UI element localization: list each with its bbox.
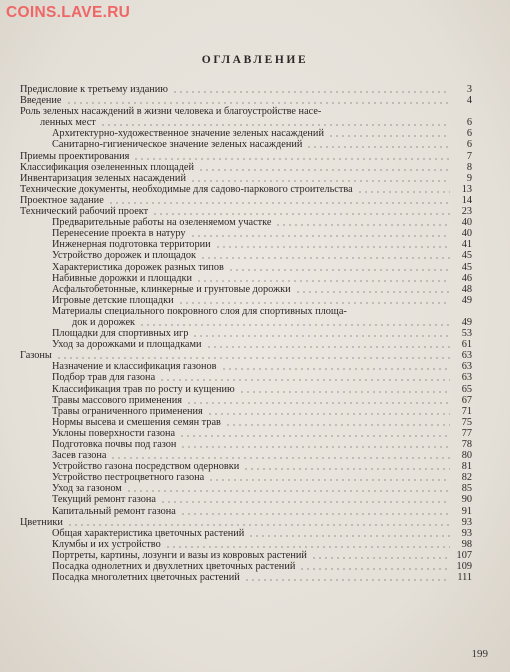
toc-entry-page: 67 bbox=[461, 394, 472, 406]
dot-leader bbox=[244, 579, 450, 581]
toc-entry-page: 45 bbox=[461, 261, 472, 273]
toc-entry-title: Набивные дорожки и площадки bbox=[52, 272, 192, 284]
toc-entry bbox=[20, 128, 472, 139]
toc-entry-title: ленных мест bbox=[40, 117, 96, 129]
toc-entry-title: Нормы высева и смешения семян трав bbox=[52, 416, 221, 428]
toc-entry-title: Газоны bbox=[20, 350, 52, 362]
toc-entry-title: Уход за дорожками и площадками bbox=[52, 339, 202, 351]
toc-entry-page: 45 bbox=[461, 250, 472, 262]
toc-entry-title: Капитальный ремонт газона bbox=[52, 505, 176, 517]
dot-leader bbox=[180, 513, 450, 515]
toc-entry-page: 9 bbox=[466, 172, 472, 184]
toc-entry-page: 6 bbox=[466, 117, 472, 129]
toc-entry bbox=[20, 361, 472, 372]
toc-entry bbox=[20, 239, 472, 250]
toc-entry bbox=[20, 539, 472, 550]
dot-leader bbox=[311, 557, 450, 559]
toc-entry bbox=[20, 384, 472, 395]
toc-entry-page: 48 bbox=[461, 283, 472, 295]
toc-entry-title: Посадка многолетних цветочных растений bbox=[52, 572, 240, 584]
toc-entry-title: док и дорожек bbox=[72, 316, 136, 328]
toc-entry-page: 93 bbox=[461, 516, 472, 528]
toc-entry-title: Роль зеленых насаждений в жизни человека и благоустройстве насе- bbox=[20, 106, 322, 118]
toc-entry bbox=[20, 506, 472, 517]
toc-entry-title: Клумбы и их устройство bbox=[52, 538, 161, 550]
toc-entry bbox=[20, 206, 472, 217]
dot-leader bbox=[180, 446, 450, 448]
toc-entry-title: Травы ограниченного применения bbox=[52, 405, 203, 417]
toc-entry-page: 85 bbox=[461, 483, 472, 495]
toc-entry-page: 46 bbox=[461, 272, 472, 284]
toc-entry-page: 93 bbox=[461, 527, 472, 539]
dot-leader bbox=[225, 424, 450, 426]
toc-entry bbox=[20, 550, 472, 561]
dot-leader bbox=[248, 535, 450, 537]
toc-entry-title: Санитарно-гигиеническое значение зеленых насаждений bbox=[52, 139, 303, 151]
dot-leader bbox=[178, 302, 450, 304]
toc-entry bbox=[20, 306, 472, 317]
toc-entry-title: Инженерная подготовка территории bbox=[52, 239, 211, 251]
toc-entry-page: 80 bbox=[461, 450, 472, 462]
toc-entry bbox=[20, 284, 472, 295]
toc-entry-page: 111 bbox=[457, 572, 472, 584]
toc-entry bbox=[20, 95, 472, 106]
dot-leader bbox=[186, 402, 450, 404]
dot-leader bbox=[160, 501, 450, 503]
watermark: COINS.LAVE.RU bbox=[6, 4, 131, 21]
toc-entry-title: Архитектурно-художественное значение зеленых насаждений bbox=[52, 128, 324, 140]
toc-entry-title: Классификация трав по росту и кущению bbox=[52, 383, 235, 395]
dot-leader bbox=[200, 257, 450, 259]
toc-entry bbox=[20, 84, 472, 95]
toc-entry-page: 82 bbox=[461, 472, 472, 484]
toc-entry-page: 4 bbox=[466, 95, 472, 107]
toc-entry-page: 23 bbox=[461, 206, 472, 218]
toc-entry bbox=[20, 228, 472, 239]
dot-leader bbox=[221, 368, 450, 370]
dot-leader bbox=[179, 435, 450, 437]
toc-entry bbox=[20, 106, 472, 117]
toc-entry-page: 49 bbox=[461, 316, 472, 328]
toc-entry bbox=[20, 184, 472, 195]
toc-entry-page: 91 bbox=[461, 505, 472, 517]
toc-entry bbox=[20, 162, 472, 173]
dot-leader bbox=[207, 413, 450, 415]
toc-entry-title: Классификация озелененных площадей bbox=[20, 161, 195, 173]
toc-entry bbox=[20, 250, 472, 261]
toc-entry bbox=[20, 372, 472, 383]
toc-entry-page: 7 bbox=[466, 150, 472, 162]
toc-entry-page: 107 bbox=[456, 549, 472, 561]
toc-entry-page: 65 bbox=[461, 383, 472, 395]
toc-entry-title: Засев газона bbox=[52, 450, 107, 462]
dot-leader bbox=[67, 524, 450, 526]
toc-entry-title: Уход за газоном bbox=[52, 483, 122, 495]
toc-entry-title: Устройство пестроцветного газона bbox=[52, 472, 205, 484]
toc-entry-page: 40 bbox=[461, 228, 472, 240]
toc-entry-page: 109 bbox=[456, 561, 472, 573]
dot-leader bbox=[357, 191, 450, 193]
dot-leader bbox=[133, 158, 450, 160]
toc-entry-page: 40 bbox=[461, 217, 472, 229]
toc-entry-page: 61 bbox=[461, 339, 472, 351]
dot-leader bbox=[152, 213, 450, 215]
toc-entry-page: 8 bbox=[466, 161, 472, 173]
toc-entry-page: 41 bbox=[461, 239, 472, 251]
dot-leader bbox=[299, 568, 450, 570]
toc-entry bbox=[20, 517, 472, 528]
dot-leader bbox=[139, 324, 450, 326]
toc-entry-title: Технические документы, необходимые для садово-паркового строительства bbox=[20, 183, 353, 195]
toc-entry-title: Материалы специального покровного слоя для спортивных площа- bbox=[52, 305, 347, 317]
dot-leader bbox=[126, 490, 450, 492]
toc-entry bbox=[20, 350, 472, 361]
toc-entry-page: 3 bbox=[466, 84, 472, 95]
toc-entry-page: 81 bbox=[461, 461, 472, 473]
dot-leader bbox=[172, 91, 450, 93]
dot-leader bbox=[192, 335, 450, 337]
toc-entry-page: 71 bbox=[461, 405, 472, 417]
toc-entry-title: Портреты, картины, лозунги и вазы из ковровых растений bbox=[52, 549, 307, 561]
toc-entry-title: Игровые детские площадки bbox=[52, 294, 174, 306]
toc-entry-page: 98 bbox=[461, 538, 472, 550]
dot-leader bbox=[165, 546, 450, 548]
toc-entry bbox=[20, 328, 472, 339]
toc-entry-title: Назначение и классификация газонов bbox=[52, 361, 217, 373]
dot-leader bbox=[228, 269, 450, 271]
toc-entry-page: 13 bbox=[461, 183, 472, 195]
toc-entry-title: Проектное задание bbox=[20, 194, 104, 206]
dot-leader bbox=[239, 391, 450, 393]
toc-entry-title: Технический рабочий проект bbox=[20, 206, 149, 218]
dot-leader bbox=[206, 346, 450, 348]
dot-leader bbox=[198, 169, 450, 171]
toc-entry-page: 63 bbox=[461, 361, 472, 373]
dot-leader bbox=[215, 246, 450, 248]
toc-entry bbox=[20, 295, 472, 306]
toc-entry-title: Характеристика дорожек разных типов bbox=[52, 261, 224, 273]
dot-leader bbox=[108, 202, 450, 204]
dot-leader bbox=[110, 457, 450, 459]
toc-entry bbox=[20, 139, 472, 150]
toc-entry bbox=[20, 428, 472, 439]
toc-entry bbox=[20, 395, 472, 406]
page-title: ОГЛАВЛЕНИЕ bbox=[201, 54, 309, 66]
toc-entry bbox=[20, 262, 472, 273]
toc-entry-page: 90 bbox=[461, 494, 472, 506]
toc-entry-title: Устройство газона посредством одерновки bbox=[52, 461, 240, 473]
dot-leader bbox=[295, 291, 450, 293]
toc-entry-title: Подбор трав для газона bbox=[52, 372, 156, 384]
dot-leader bbox=[208, 479, 450, 481]
toc-entry-title: Предварительные работы на озеленяемом участке bbox=[52, 217, 272, 229]
toc-entry-title: Посадка однолетних и двухлетних цветочных растений bbox=[52, 561, 296, 573]
toc-entry bbox=[20, 173, 472, 184]
toc-entry bbox=[20, 151, 472, 162]
toc-entry bbox=[20, 417, 472, 428]
toc-entry-title: Введение bbox=[20, 95, 62, 107]
toc-entry-page: 75 bbox=[461, 416, 472, 428]
toc-entry bbox=[20, 406, 472, 417]
toc-entry bbox=[20, 461, 472, 472]
dot-leader bbox=[328, 135, 450, 137]
dot-leader bbox=[196, 280, 450, 282]
toc-entry-page: 77 bbox=[461, 427, 472, 439]
dot-leader bbox=[306, 146, 450, 148]
toc-entry-page: 6 bbox=[466, 128, 472, 140]
dot-leader bbox=[100, 124, 450, 126]
toc-entry-page: 63 bbox=[461, 372, 472, 384]
toc-entry-title: Приемы проектирования bbox=[20, 150, 130, 162]
toc-entry-title: Травы массового применения bbox=[52, 394, 182, 406]
toc-entry bbox=[20, 483, 472, 494]
toc-entry-page: 6 bbox=[466, 139, 472, 151]
toc-entry bbox=[20, 317, 472, 328]
dot-leader bbox=[243, 468, 450, 470]
toc-entry-title: Предисловие к третьему изданию bbox=[20, 84, 168, 95]
toc-entry bbox=[20, 561, 472, 572]
toc-entry bbox=[20, 528, 472, 539]
toc-entry bbox=[20, 450, 472, 461]
toc-entry-title: Площадки для спортивных игр bbox=[52, 328, 189, 340]
toc-entry-title: Уклоны поверхности газона bbox=[52, 427, 176, 439]
toc-entry-page: 49 bbox=[461, 294, 472, 306]
toc-entry-title: Текущий ремонт газона bbox=[52, 494, 156, 506]
toc-entry bbox=[20, 117, 472, 128]
toc-entry bbox=[20, 195, 472, 206]
toc-entry-title: Асфальтобетонные, клинкерные и грунтовые дорожки bbox=[52, 283, 291, 295]
toc-entry-page: 78 bbox=[461, 439, 472, 450]
toc-entry bbox=[20, 217, 472, 228]
toc-entry-title: Цветники bbox=[20, 516, 63, 528]
table-of-contents bbox=[20, 84, 472, 583]
toc-entry-page: 53 bbox=[461, 328, 472, 340]
toc-entry-title: Перенесение проекта в натуру bbox=[52, 228, 186, 240]
dot-leader bbox=[275, 224, 450, 226]
toc-entry bbox=[20, 472, 472, 483]
dot-leader bbox=[190, 180, 450, 182]
toc-entry-page: 14 bbox=[461, 194, 472, 206]
toc-entry bbox=[20, 572, 472, 583]
dot-leader bbox=[56, 357, 450, 359]
page-number: 199 bbox=[471, 648, 488, 660]
dot-leader bbox=[66, 102, 450, 104]
toc-entry-title: Устройство дорожек и площадок bbox=[52, 250, 196, 262]
toc-entry bbox=[20, 494, 472, 505]
dot-leader bbox=[190, 235, 450, 237]
toc-entry-page: 63 bbox=[461, 350, 472, 362]
toc-entry bbox=[20, 439, 472, 450]
toc-entry bbox=[20, 273, 472, 284]
dot-leader bbox=[159, 379, 450, 381]
toc-entry-title: Подготовка почвы под газон bbox=[52, 439, 177, 450]
toc-entry bbox=[20, 339, 472, 350]
toc-entry-title: Инвентаризация зеленых насаждений bbox=[20, 172, 186, 184]
toc-entry-title: Общая характеристика цветочных растений bbox=[52, 527, 245, 539]
